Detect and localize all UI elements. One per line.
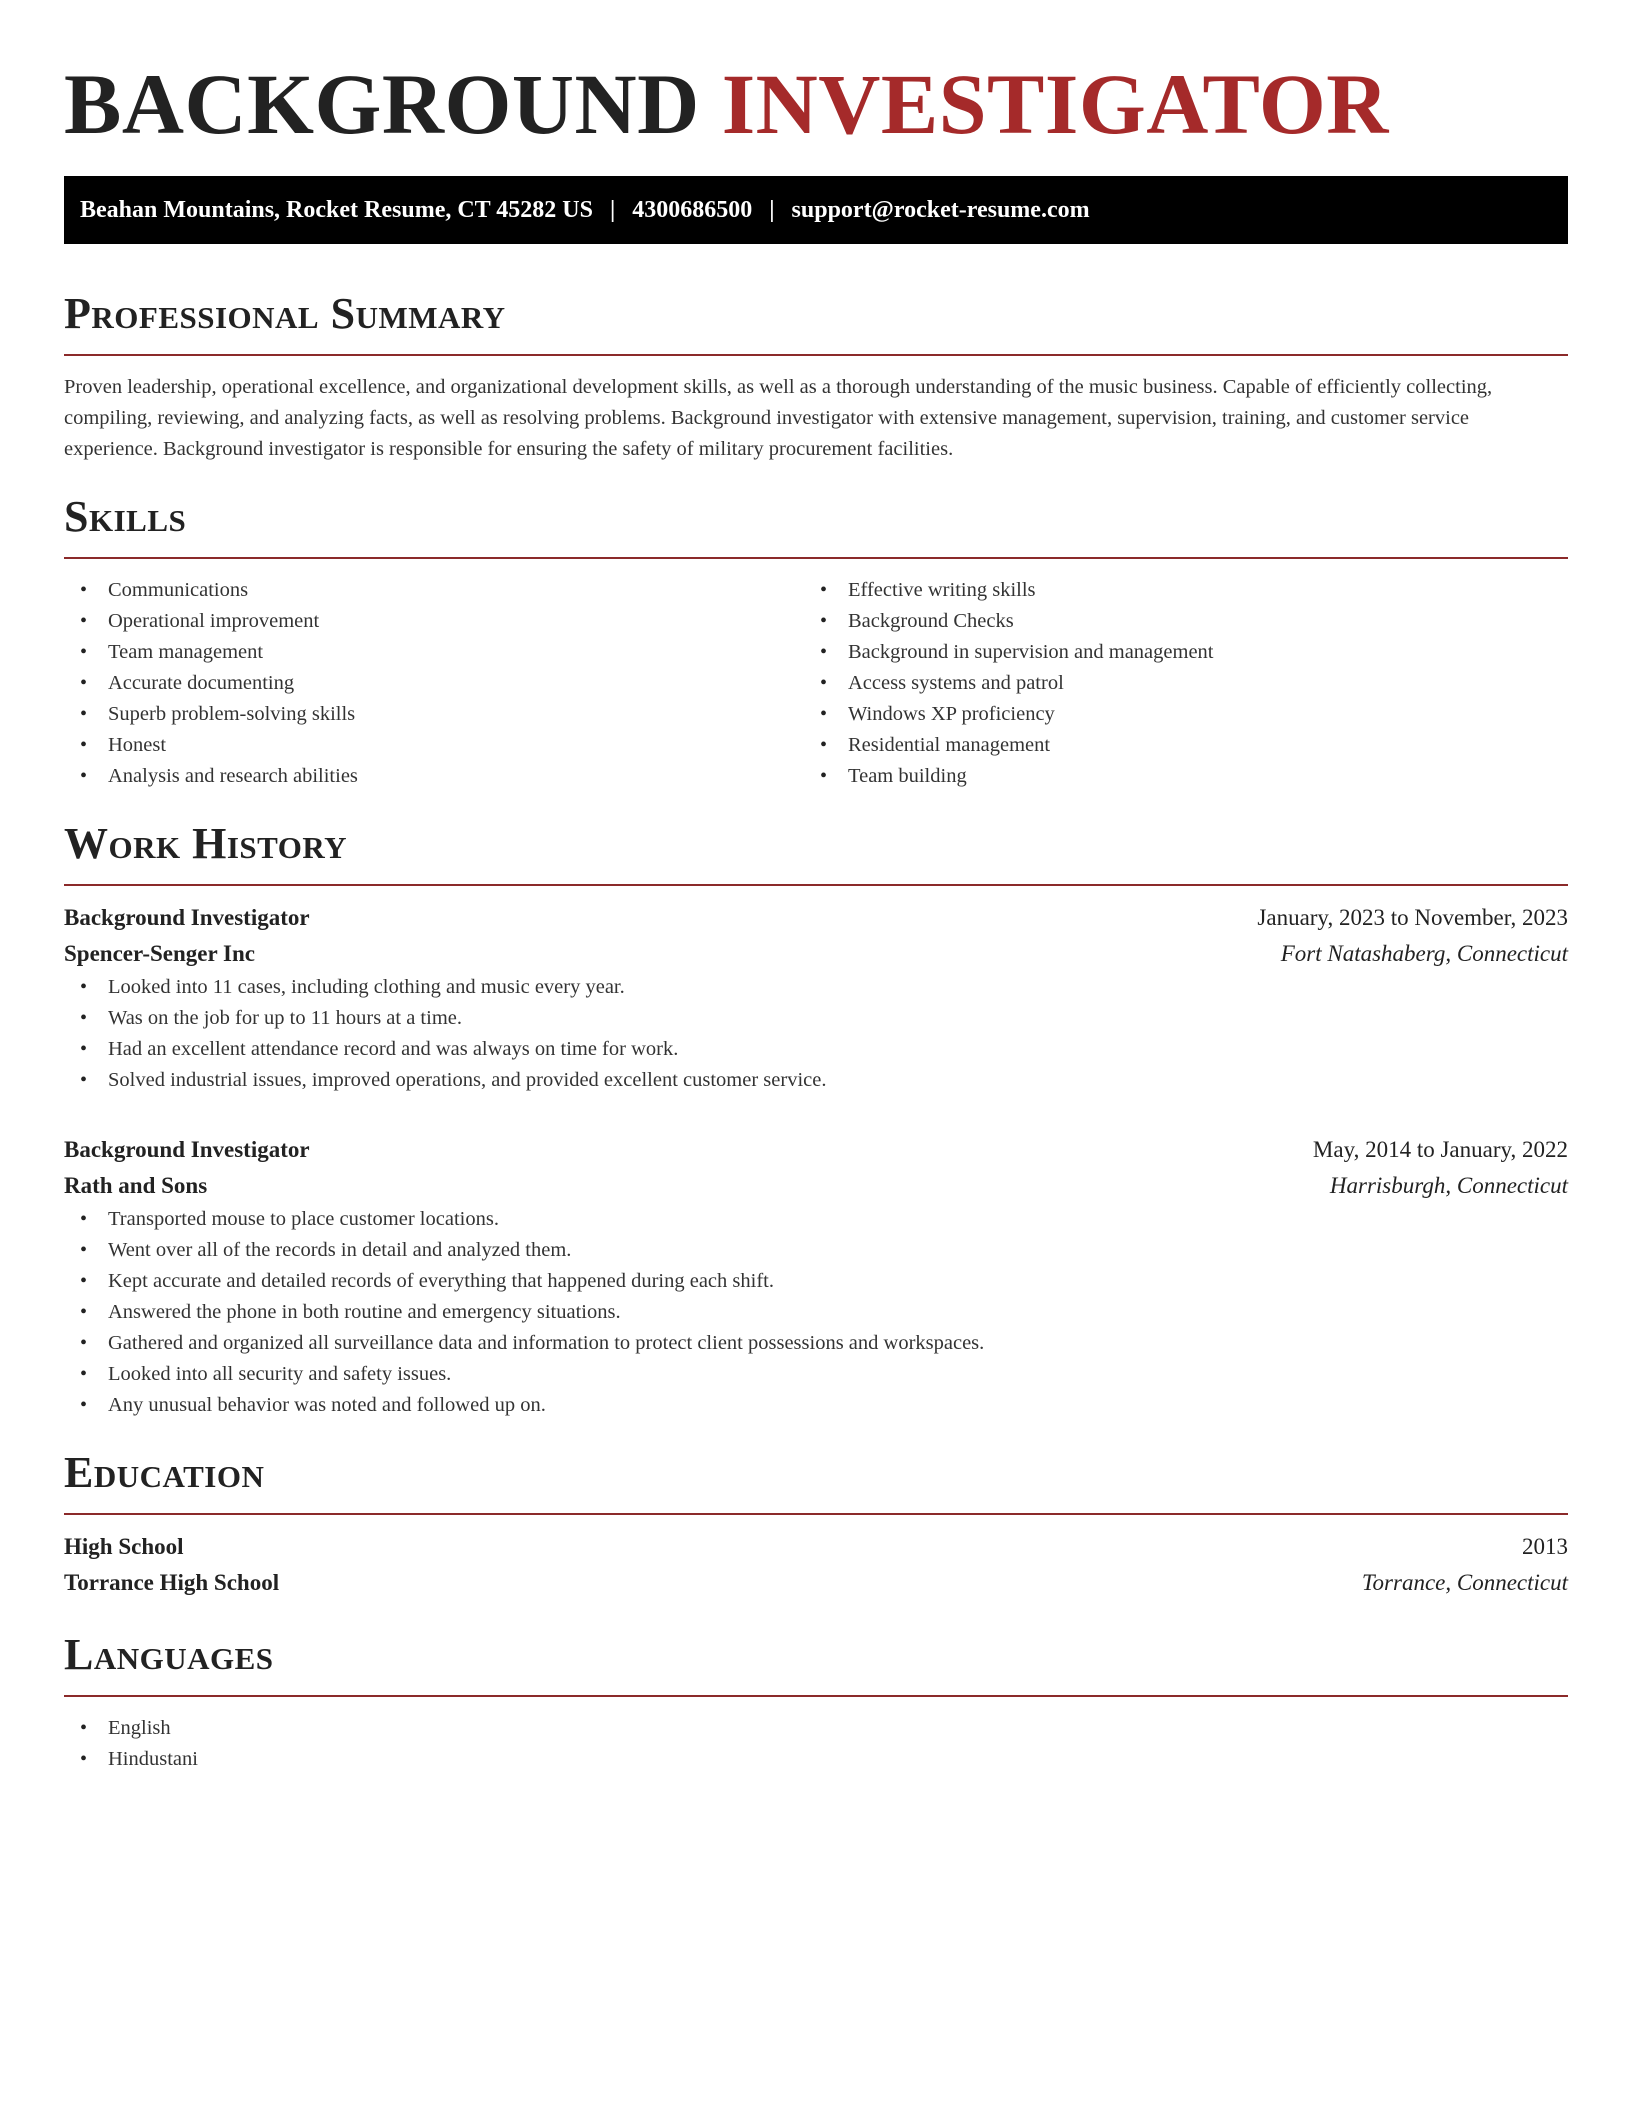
job-title: Background Investigator (64, 1137, 310, 1162)
skill-item: • Analysis and research abilities (64, 761, 804, 792)
job-header-row (64, 900, 1568, 936)
job-duty-item: • Was on the job for up to 11 hours at a time. (64, 1003, 1568, 1034)
languages-list (64, 1713, 1568, 1775)
job-duties-list (64, 972, 1568, 1096)
title-part-2: INVESTIGATOR (721, 56, 1389, 152)
skill-item: • Team building (804, 761, 1544, 792)
contact-phone: 4300686500 (632, 196, 753, 223)
education-school-row (64, 1565, 1568, 1601)
section-divider (64, 1513, 1568, 1515)
section-divider (64, 557, 1568, 559)
job-duty-item: • Looked into all security and safety issues. (64, 1359, 1568, 1390)
skills-list-right (804, 575, 1544, 792)
section-heading-languages: Languages (64, 1630, 274, 1679)
section-divider (64, 1695, 1568, 1697)
skill-item: • Access systems and patrol (804, 668, 1544, 699)
contact-separator: | (609, 196, 616, 223)
language-item: • English (64, 1713, 1568, 1744)
education-entry (64, 1529, 1568, 1601)
job-header-row (64, 1132, 1568, 1168)
job-duty-item: • Went over all of the records in detail and analyzed them. (64, 1235, 1568, 1266)
skill-item: • Operational improvement (64, 606, 804, 637)
skill-item: • Team management (64, 637, 804, 668)
skills-section (64, 491, 1568, 792)
job-location: Fort Natashaberg, Connecticut (1280, 941, 1568, 966)
job-duty-item: • Had an excellent attendance record and was always on time for work. (64, 1034, 1568, 1065)
job-duty-item: • Answered the phone in both routine and emergency situations. (64, 1297, 1568, 1328)
job-duty-item: • Solved industrial issues, improved operations, and provided excellent customer service. (64, 1065, 1568, 1096)
job-company-row (64, 1168, 1568, 1204)
education-section (64, 1447, 1568, 1601)
education-year: 2013 (1522, 1534, 1568, 1559)
contact-address: Beahan Mountains, Rocket Resume, CT 45282 US (80, 196, 593, 223)
section-heading-skills: Skills (64, 492, 187, 541)
job-duty-item: • Kept accurate and detailed records of everything that happened during each shift. (64, 1266, 1568, 1297)
job-duties-list (64, 1204, 1568, 1421)
job-location: Harrisburgh, Connecticut (1329, 1173, 1568, 1198)
education-location: Torrance, Connecticut (1361, 1570, 1568, 1595)
section-heading-work-history: Work History (64, 819, 348, 868)
skill-item: • Background in supervision and management (804, 637, 1544, 668)
language-item: • Hindustani (64, 1744, 1568, 1775)
job-company: Rath and Sons (64, 1173, 208, 1198)
skill-item: • Superb problem-solving skills (64, 699, 804, 730)
job-duty-item: • Any unusual behavior was noted and followed up on. (64, 1390, 1568, 1421)
skills-list-left (64, 575, 804, 792)
section-divider (64, 884, 1568, 886)
education-school: Torrance High School (64, 1570, 280, 1595)
skill-item: • Windows XP proficiency (804, 699, 1544, 730)
section-heading-education: Education (64, 1448, 265, 1497)
work-history-section (64, 818, 1568, 1421)
skills-grid (64, 575, 1568, 792)
job-duty-item: • Transported mouse to place customer locations. (64, 1204, 1568, 1235)
education-header-row (64, 1529, 1568, 1565)
job-title: Background Investigator (64, 905, 310, 930)
job-duty-item: • Looked into 11 cases, including clothing and music every year. (64, 972, 1568, 1003)
skill-item: • Communications (64, 575, 804, 606)
skill-item: • Effective writing skills (804, 575, 1544, 606)
summary-section (64, 288, 1568, 465)
skill-item: • Background Checks (804, 606, 1544, 637)
job-company-row (64, 936, 1568, 972)
contact-email: support@rocket-resume.com (791, 196, 1090, 223)
job-entry (64, 1132, 1568, 1421)
summary-text: Proven leadership, operational excellence, and organizational development skills, as well as a thorough understanding of the music business. Capable of efficiently collecting, compiling, reviewing, and analyzing facts, as well as resolving problems. Background investigator with extensive management, supervision, training, and customer service experience. Background investigator is responsible for ensuring the safety of military procurement facilities. (64, 376, 1493, 460)
contact-bar (64, 176, 1568, 244)
resume-title (64, 56, 1568, 152)
skill-item: • Honest (64, 730, 804, 761)
job-dates: May, 2014 to January, 2022 (1312, 1137, 1568, 1162)
section-heading-summary: Professional Summary (64, 289, 506, 338)
title-part-1: BACKGROUND (64, 56, 700, 152)
languages-section (64, 1629, 1568, 1775)
job-entry (64, 900, 1568, 1096)
job-company: Spencer-Senger Inc (64, 941, 256, 966)
skill-item: • Residential management (804, 730, 1544, 761)
skill-item: • Accurate documenting (64, 668, 804, 699)
education-degree: High School (64, 1534, 184, 1559)
job-duty-item: • Gathered and organized all surveillance data and information to protect client possessions and workspaces. (64, 1328, 1568, 1359)
job-dates: January, 2023 to November, 2023 (1257, 905, 1568, 930)
contact-separator: | (769, 196, 775, 223)
section-divider (64, 354, 1568, 356)
